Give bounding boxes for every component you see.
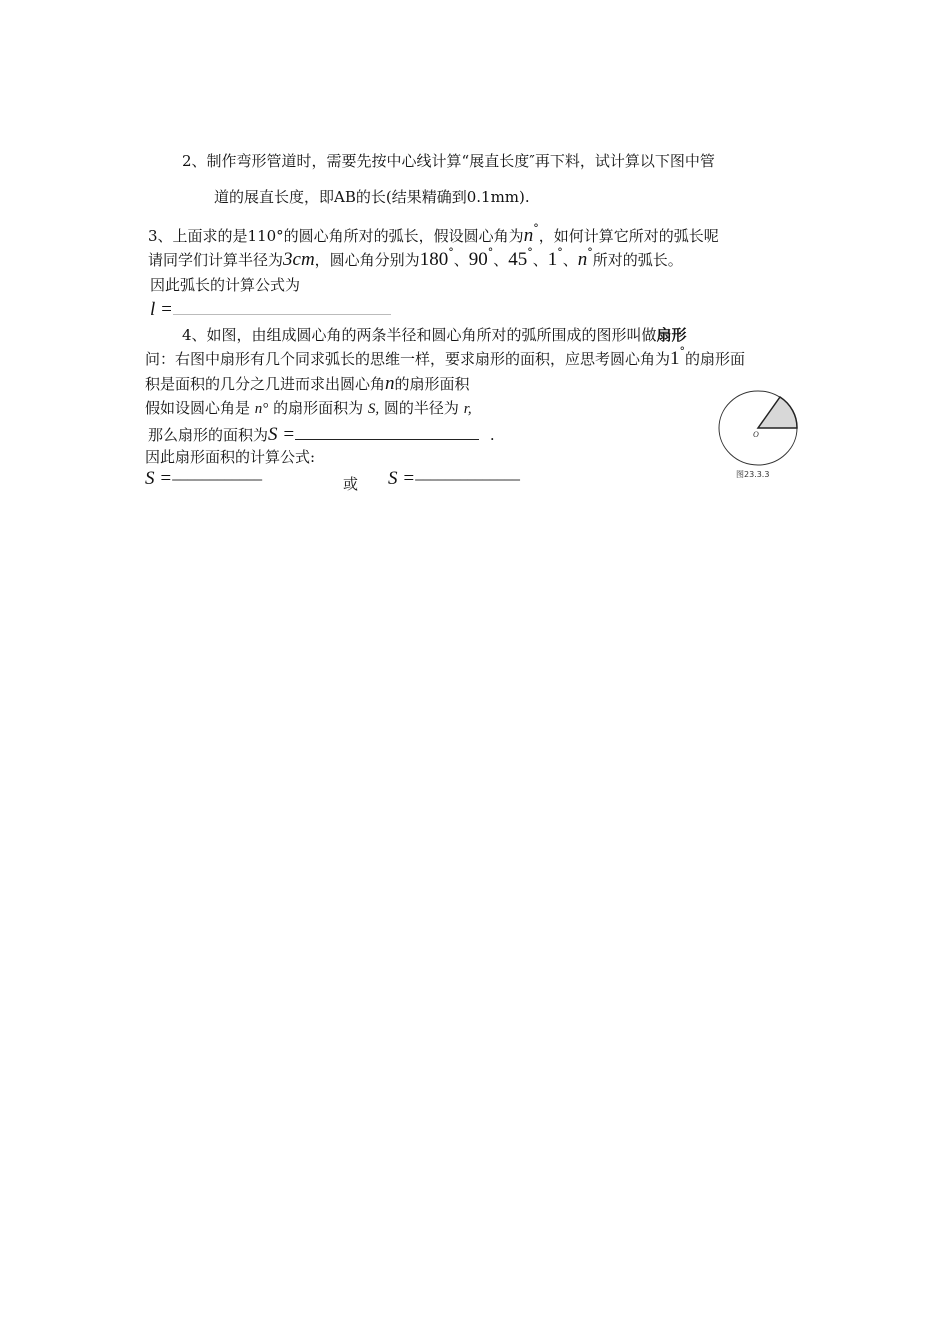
- q4-line-1: [182, 325, 687, 345]
- n-symbol: n: [523, 225, 534, 246]
- q3-line-2: [148, 246, 683, 272]
- formula-S-label: S =: [145, 468, 173, 489]
- q3-line-3: 因此弧长的计算公式为: [150, 276, 301, 294]
- q3-line-1-text-a: 3、上面求的是110°的圆心角所对的弧长，假设圆心角为: [148, 227, 524, 245]
- sector-formula-2: [388, 469, 519, 490]
- formula-l-label: l =: [150, 299, 173, 320]
- arc-length-blank[interactable]: [173, 296, 391, 315]
- q3-line-2-text-c: 所对的弧长。: [592, 251, 683, 269]
- n-degree: n°: [254, 401, 269, 417]
- radius-symbol: r,: [463, 401, 472, 417]
- period: .: [489, 426, 495, 444]
- angle-45: 45: [508, 249, 528, 270]
- degree-sign: °: [487, 246, 494, 259]
- radius-value: 3cm: [283, 249, 315, 270]
- q4-line-5-text: 那么扇形的面积为: [148, 426, 269, 444]
- q4-line-4: [145, 398, 472, 419]
- q2-line-1: 2、制作弯形管道时，需要先按中心线计算“展直长度″再下料，试计算以下图中管: [182, 152, 715, 170]
- degree-sign: °: [533, 222, 539, 235]
- angle-180: 180: [419, 249, 449, 270]
- q4-line-6: 因此扇形面积的计算公式:: [145, 448, 316, 466]
- q3-line-2-text-a: 请同学们计算半径为: [148, 251, 284, 269]
- angle-90: 90: [468, 249, 488, 270]
- angle-1: 1: [670, 348, 680, 369]
- q4-line-4-text-b: 的扇形面积为: [273, 399, 364, 417]
- q4-line-3: [145, 374, 470, 394]
- degree-sign: °: [587, 246, 593, 259]
- figure-caption: 图23.3.3: [736, 470, 770, 479]
- q4-line-4-text-a: 假如设圆心角是: [145, 399, 251, 417]
- separator: 、: [532, 251, 548, 269]
- sector-figure: [712, 386, 808, 468]
- q4-line-2: [145, 345, 746, 371]
- or-word: 或: [343, 475, 359, 493]
- q2-line-2: 道的展直长度，即AB的长(结果精确到0.1mm).: [214, 188, 530, 206]
- degree-sign: °: [679, 345, 686, 358]
- formula-blank-1[interactable]: ————————————: [172, 472, 262, 488]
- degree-sign: °: [527, 246, 533, 259]
- q4-line-4-text-c: 圆的半径为: [383, 399, 459, 417]
- sector-term: 扇形: [656, 326, 687, 344]
- q3-line-1: [148, 222, 719, 248]
- center-label: O: [753, 430, 759, 439]
- sector-formula-1: [145, 469, 261, 490]
- degree-sign: °: [448, 246, 454, 259]
- q4-line-2-text-a: 问：右图中扇形有几个同求弧长的思维一样，要求扇形的面积，应思考圆心角为: [145, 350, 671, 368]
- formula-S-label: S =: [268, 424, 296, 445]
- separator: 、: [493, 251, 509, 269]
- separator: 、: [453, 251, 469, 269]
- q4-line-3-text-b: 的扇形面积: [394, 375, 470, 393]
- q4-line-2-text-b: 的扇形面: [685, 350, 746, 368]
- n-symbol: n: [577, 249, 588, 270]
- q4-line-1-text: 4、如图，由组成圆心角的两条半径和圆心角所对的弧所围成的图形叫做: [182, 326, 657, 344]
- sector-area-blank[interactable]: [295, 423, 479, 440]
- q3-line-2-text-b: ，圆心角分别为: [314, 251, 420, 269]
- angle-1: 1: [547, 249, 558, 270]
- q3-line-1-text-b: ，如何计算它所对的弧长呢: [538, 227, 719, 245]
- separator: 、: [562, 251, 578, 269]
- area-symbol: S,: [367, 401, 380, 417]
- q4-line-5: [148, 423, 495, 445]
- formula-S-label: S =: [388, 468, 416, 489]
- formula-blank-2[interactable]: ——————————————: [415, 472, 520, 488]
- degree-sign: °: [557, 246, 563, 259]
- n-symbol: n: [385, 373, 395, 394]
- arc-length-formula: [150, 296, 391, 320]
- q4-line-3-text-a: 积是面积的几分之几进而求出圆心角: [145, 375, 386, 393]
